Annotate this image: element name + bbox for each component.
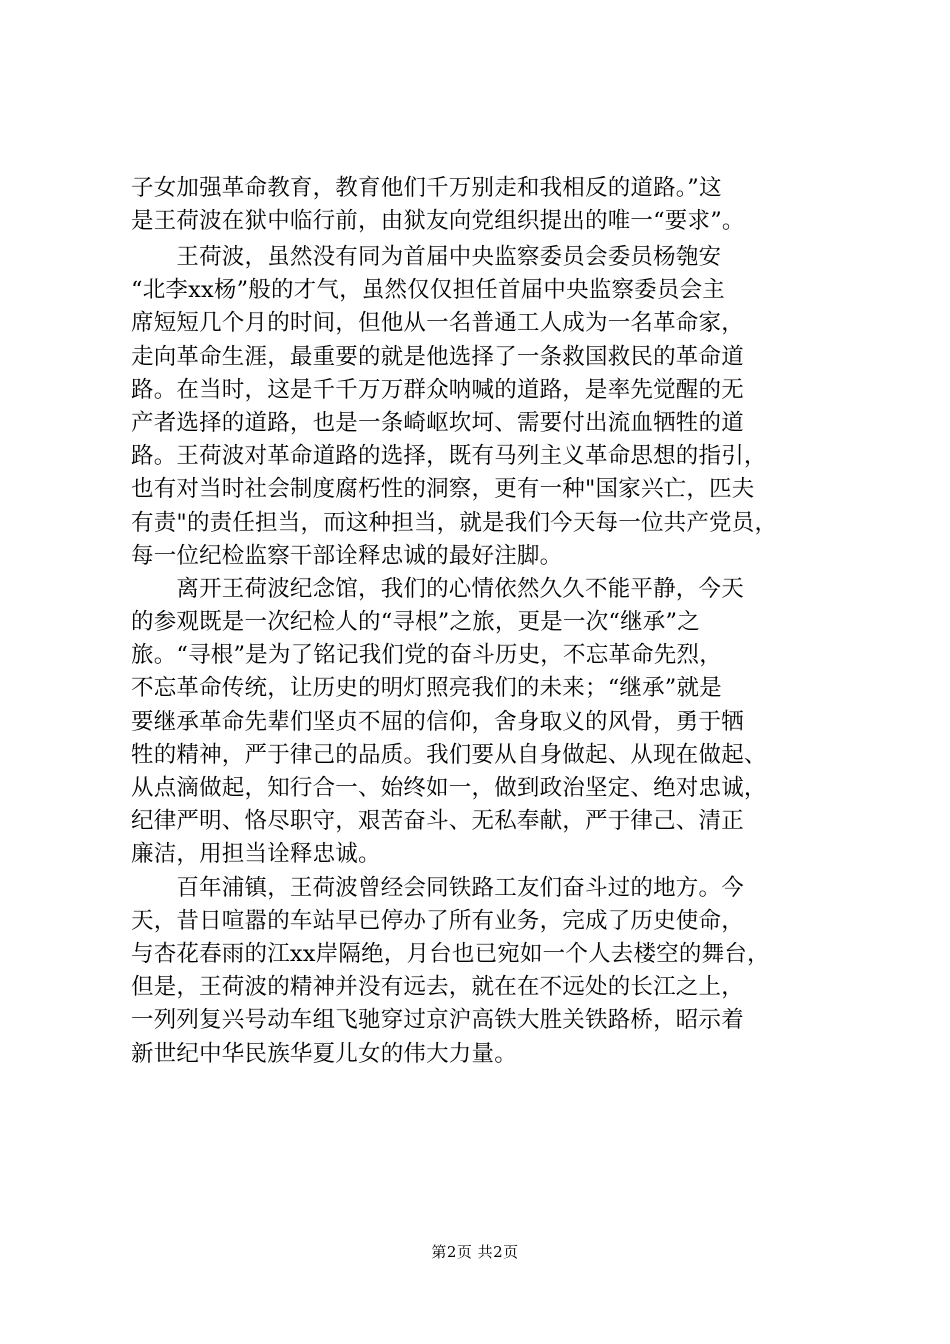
text-line: 离开王荷波纪念馆，我们的心情依然久久不能平静，今天 bbox=[131, 575, 744, 602]
text-line: 产者选择的道路，也是一条崎岖坎坷、需要付出流血牺牲的道 bbox=[131, 409, 744, 436]
text-line: 要继承革命先辈们坚贞不屈的信仰，舍身取义的风骨，勇于牺 bbox=[131, 708, 744, 735]
text-line: 走向革命生涯，最重要的就是他选择了一条救国救民的革命道 bbox=[131, 343, 744, 370]
text-line: 一列列复兴号动车组飞驰穿过京沪高铁大胜关铁路桥，昭示着 bbox=[131, 1007, 744, 1034]
text-line: 牲的精神，严于律己的品质。我们要从自身做起、从现在做起、 bbox=[131, 741, 767, 768]
text-line: 百年浦镇，王荷波曾经会同铁路工友们奋斗过的地方。今 bbox=[131, 874, 744, 901]
text-line: 但是，王荷波的精神并没有远去，就在在不远处的长江之上， bbox=[131, 974, 744, 1001]
text-line: 子女加强革命教育，教育他们千万别走和我相反的道路。”这 bbox=[131, 175, 722, 201]
text-block-main bbox=[131, 241, 851, 1071]
text-line: 天，昔日喧嚣的车站早已停办了所有业务，完成了历史使命， bbox=[131, 907, 744, 934]
text-line: 王荷波，虽然没有同为首届中央监察委员会委员杨匏安 bbox=[131, 244, 722, 270]
text-line: 路。王荷波对革命道路的选择，既有马列主义革命思想的指引， bbox=[131, 443, 767, 470]
text-line: 纪律严明、恪尽职守，艰苦奋斗、无私奉献，严于律己、清正 bbox=[131, 808, 744, 835]
text-line: 不忘革命传统，让历史的明灯照亮我们的未来；“继承”就是 bbox=[131, 675, 722, 702]
text-line: 路。在当时，这是千千万万群众呐喊的道路，是率先觉醒的无 bbox=[131, 376, 744, 403]
text-line: 席短短几个月的时间，但他从一名普通工人成为一名革命家， bbox=[131, 310, 744, 337]
text-line: 也有对当时社会制度腐朽性的洞察，更有一种"国家兴亡，匹夫 bbox=[131, 476, 755, 503]
text-block-top bbox=[131, 172, 851, 238]
text-line: 旅。“寻根”是为了铭记我们党的奋斗历史，不忘革命先烈， bbox=[131, 642, 722, 669]
text-line: 廉洁，用担当诠释忠诚。 bbox=[131, 841, 381, 868]
text-line: 新世纪中华民族华夏儿女的伟大力量。 bbox=[131, 1040, 517, 1067]
page-footer bbox=[0, 1242, 950, 1262]
text-line: 每一位纪检监察干部诠释忠诚的最好注脚。 bbox=[131, 542, 563, 569]
page-number-label: 第2页 共2页 bbox=[431, 1243, 519, 1261]
text-line: 是王荷波在狱中临行前，由狱友向党组织提出的唯一“要求”。 bbox=[131, 208, 745, 235]
text-line: 的参观既是一次纪检人的“寻根”之旅，更是一次“继承”之 bbox=[131, 609, 700, 636]
text-line: 从点滴做起，知行合一、始终如一，做到政治坚定、绝对忠诚， bbox=[131, 775, 767, 801]
text-line: 与杏花春雨的江xx岸隔绝，月台也已宛如一个人去楼空的舞台， bbox=[131, 940, 770, 967]
text-line: “北李xx杨”般的才气，虽然仅仅担任首届中央监察委员会主 bbox=[131, 277, 725, 304]
text-line: 有责"的责任担当，而这种担当，就是我们今天每一位共产党员， bbox=[131, 509, 778, 536]
